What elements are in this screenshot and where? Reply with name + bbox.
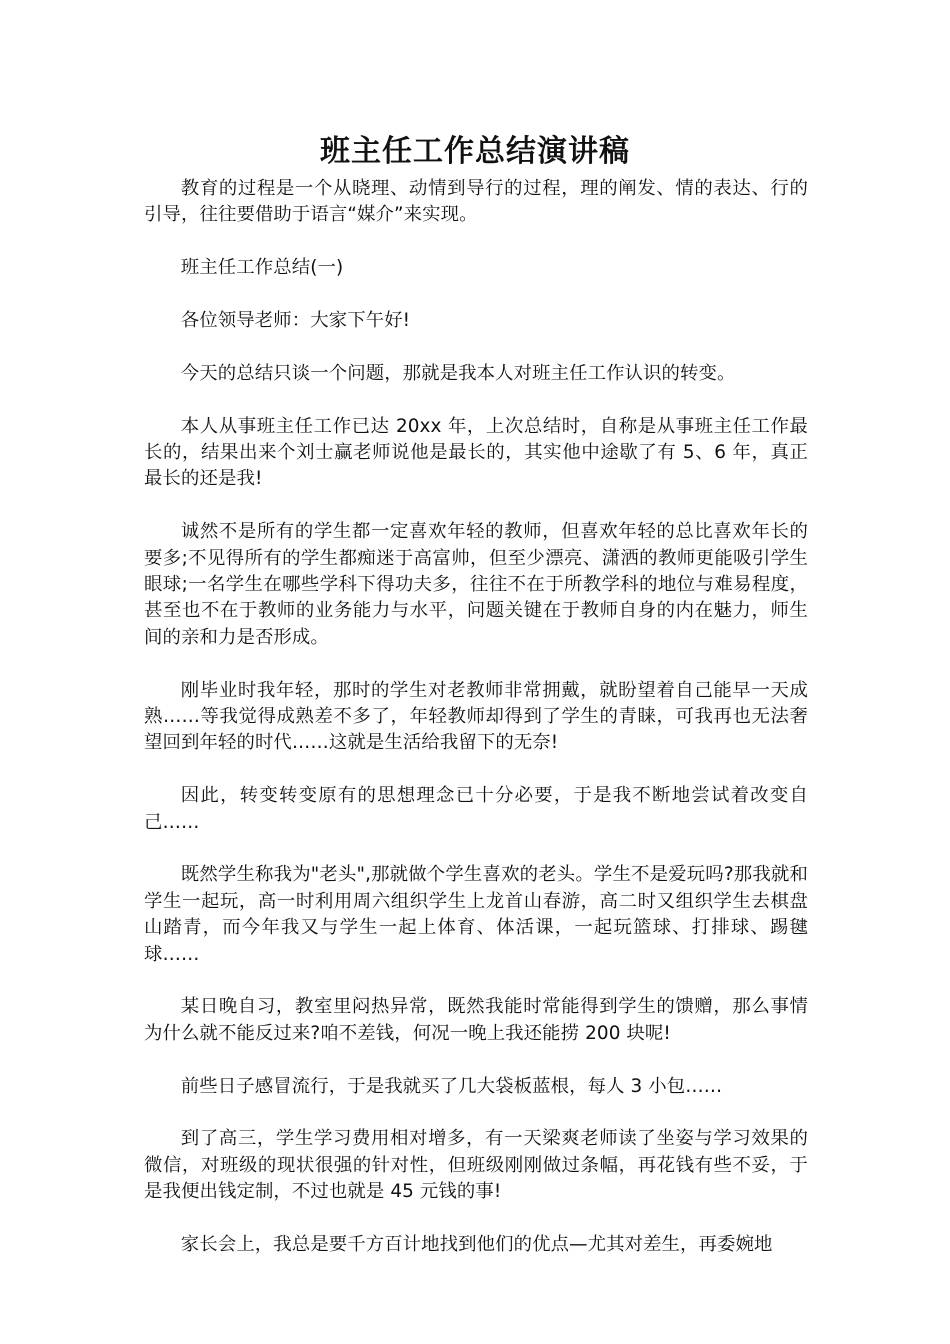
paragraph: 诚然不是所有的学生都一定喜欢年轻的教师，但喜欢年轻的总比喜欢年长的要多;不见得所有的学生都痴迷于高富帅，但至少漂亮、潇洒的教师更能吸引学生眼球;一名学生在哪些学科下得功夫多，往往不在于所教学科的地位与难易程度，甚至也不在于教师的业务能力与水平，问题关键在于教师自身的内在魅力，师生间的亲和力是否形成。 <box>144 521 808 648</box>
paragraph: 本人从事班主任工作已达 20xx 年，上次总结时，自称是从事班主任工作最长的，结果出来个刘士赢老师说他是最长的，其实他中途歇了有 5、6 年，真正最长的还是我! <box>144 415 808 490</box>
paragraph-greeting: 各位领导老师：大家下午好! <box>180 310 411 331</box>
paragraph: 家长会上，我总是要千方百计地找到他们的优点—尤其对差生，再委婉地 <box>180 1234 773 1256</box>
paragraph: 因此，转变转变原有的思想理念已十分必要，于是我不断地尝试着改变自己…… <box>144 785 808 833</box>
paragraph-intro: 教育的过程是一个从晓理、动情到导行的过程，理的阐发、情的表达、行的引导，往往要借助于语言“媒介”来实现。 <box>144 178 808 226</box>
paragraph: 既然学生称我为"老头",那就做个学生喜欢的老头。学生不是爱玩吗?那我就和学生一起玩，高一时利用周六组织学生上龙首山春游，高二时又组织学生去棋盘山踏青，而今年我又与学生一起上体育、体活课，一起玩篮球、打排球、踢毽球…… <box>144 864 808 965</box>
paragraph: 某日晚自习，教室里闷热异常，既然我能时常能得到学生的馈赠，那么事情为什么就不能反过来?咱不差钱，何况一晚上我还能捞 200 块呢! <box>144 996 808 1044</box>
paragraph: 前些日子感冒流行，于是我就买了几大袋板蓝根，每人 3 小包…… <box>180 1075 723 1097</box>
paragraph: 今天的总结只谈一个问题，那就是我本人对班主任工作认识的转变。 <box>180 362 736 384</box>
paragraph-section-heading: 班主任工作总结(一) <box>180 257 344 279</box>
paragraph: 到了高三，学生学习费用相对增多，有一天梁爽老师读了坐姿与学习效果的微信，对班级的现状很强的针对性，但班级刚刚做过条幅，再花钱有些不妥，于是我便出钱定制，不过也就是 45 元钱的事! <box>144 1128 808 1203</box>
page-title: 班主任工作总结演讲稿 <box>320 134 630 169</box>
document-body <box>144 176 808 1285</box>
paragraph: 刚毕业时我年轻，那时的学生对老教师非常拥戴，就盼望着自己能早一天成熟……等我觉得成熟差不多了，年轻教师却得到了学生的青睐，可我再也无法奢望回到年轻的时代……这就是生活给我留下的无奈! <box>144 679 808 754</box>
